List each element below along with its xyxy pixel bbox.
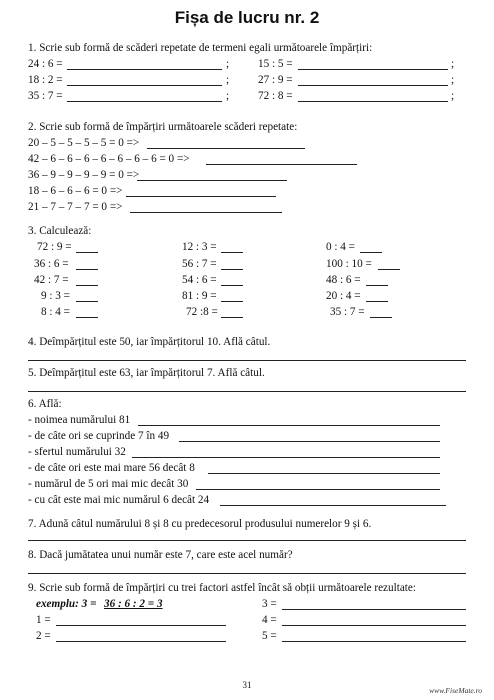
ex9-heading: 9. Scrie sub formă de împărțiri cu trei factori astfel încât să obții următoarele rezultate: (28, 582, 416, 594)
separator: ; (226, 74, 230, 86)
calc-item: 72 : 9 = (37, 241, 72, 253)
calc-item: 100 : 10 = (326, 258, 372, 270)
separator: ; (451, 90, 455, 102)
ex1-row2-left: 18 : 2 = (28, 74, 63, 86)
ex1-heading: 1. Scrie sub formă de scăderi repetate de termeni egali următoarele împărțiri: (28, 42, 373, 54)
answer-line[interactable] (132, 457, 440, 458)
answer-line[interactable] (126, 196, 276, 197)
ex2-row: 21 – 7 – 7 – 7 = 0 => (28, 201, 123, 213)
ex6-item: - cu cât este mai mic numărul 6 decât 24 (28, 494, 210, 506)
answer-line[interactable] (221, 301, 243, 302)
answer-line[interactable] (220, 505, 446, 506)
calc-item: 8 : 4 = (41, 306, 70, 318)
answer-line[interactable] (76, 301, 98, 302)
page-title: Fișa de lucru nr. 2 (174, 8, 320, 27)
ex1-row3-right: 72 : 8 = (258, 90, 293, 102)
ex6-item: - de câte ori se cuprinde 7 în 49 (28, 430, 170, 442)
calc-item: 35 : 7 = (330, 306, 365, 318)
answer-line[interactable] (76, 285, 98, 286)
answer-line[interactable] (138, 425, 440, 426)
answer-line[interactable] (221, 269, 243, 270)
ex9-example-value: 36 : 6 : 2 = 3 (104, 598, 163, 610)
ex2-row: 20 – 5 – 5 – 5 – 5 = 0 => (28, 137, 140, 149)
page-number: 31 (242, 680, 252, 690)
answer-line[interactable] (76, 252, 98, 253)
answer-line[interactable] (370, 317, 392, 318)
ex2-heading: 2. Scrie sub formă de împărțiri următoarele scăderi repetate: (28, 121, 298, 133)
answer-line[interactable] (360, 252, 382, 253)
answer-line[interactable] (28, 391, 466, 392)
answer-line[interactable] (196, 489, 440, 490)
ex1-row3-left: 35 : 7 = (28, 90, 63, 102)
ex9-left-item: 2 = (36, 630, 51, 642)
ex6-item: - numărul de 5 ori mai mic decât 30 (28, 478, 189, 490)
ex9-left-item: 1 = (36, 614, 51, 626)
calc-item: 81 : 9 = (182, 290, 217, 302)
ex9-example-label: exemplu: 3 = (36, 598, 97, 610)
answer-line[interactable] (28, 573, 466, 574)
answer-line[interactable] (298, 101, 448, 102)
answer-line[interactable] (67, 101, 222, 102)
answer-line[interactable] (76, 269, 98, 270)
ex9-right-item: 3 = (262, 598, 277, 610)
answer-line[interactable] (378, 269, 400, 270)
calc-item: 0 : 4 = (326, 241, 355, 253)
ex6-item: - sfertul numărului 32 (28, 446, 126, 458)
answer-line[interactable] (282, 625, 466, 626)
calc-item: 20 : 4 = (326, 290, 361, 302)
calc-item: 42 : 7 = (34, 274, 69, 286)
answer-line[interactable] (221, 252, 243, 253)
ex7-text: 7. Adună câtul numărului 8 și 8 cu predecesorul produsului numerelor 9 și 6. (28, 518, 372, 530)
ex1-row1-left: 24 : 6 = (28, 58, 63, 70)
answer-line[interactable] (366, 285, 388, 286)
answer-line[interactable] (56, 641, 226, 642)
answer-line[interactable] (221, 285, 243, 286)
answer-line[interactable] (208, 473, 440, 474)
ex3-heading: 3. Calculează: (28, 225, 92, 237)
calc-item: 72 :8 = (186, 306, 218, 318)
answer-line[interactable] (298, 85, 448, 86)
ex9-right-item: 5 = (262, 630, 277, 642)
calc-item: 36 : 6 = (34, 258, 69, 270)
ex1-row2-right: 27 : 9 = (258, 74, 293, 86)
ex2-row: 18 – 6 – 6 – 6 = 0 => (28, 185, 123, 197)
answer-line[interactable] (28, 540, 466, 541)
ex6-item: - de câte ori este mai mare 56 decât 8 (28, 462, 195, 474)
answer-line[interactable] (282, 609, 466, 610)
separator: ; (451, 58, 455, 70)
calc-item: 56 : 7 = (182, 258, 217, 270)
ex4-text: 4. Deîmpărțitul este 50, iar împărțitorul 10. Află câtul. (28, 336, 271, 348)
site-watermark: www.FiseMate.ro (429, 686, 482, 695)
ex1-row1-right: 15 : 5 = (258, 58, 293, 70)
separator: ; (226, 58, 230, 70)
answer-line[interactable] (179, 441, 440, 442)
ex5-text: 5. Deîmpărțitul este 63, iar împărțitorul 7. Află câtul. (28, 367, 265, 379)
answer-line[interactable] (282, 641, 466, 642)
ex6-item: - noimea numărului 81 (28, 414, 131, 426)
answer-line[interactable] (130, 212, 282, 213)
calc-item: 48 : 6 = (326, 274, 361, 286)
answer-line[interactable] (67, 69, 222, 70)
separator: ; (451, 74, 455, 86)
answer-line[interactable] (366, 301, 388, 302)
ex2-row: 42 – 6 – 6 – 6 – 6 – 6 – 6 – 6 = 0 => (28, 153, 190, 165)
calc-item: 54 : 6 = (182, 274, 217, 286)
calc-item: 9 : 3 = (41, 290, 70, 302)
answer-line[interactable] (137, 180, 287, 181)
ex6-heading: 6. Află: (28, 398, 62, 410)
answer-line[interactable] (28, 360, 466, 361)
answer-line[interactable] (206, 164, 357, 165)
answer-line[interactable] (298, 69, 448, 70)
ex8-text: 8. Dacă jumătatea unui număr este 7, care este acel număr? (28, 549, 293, 561)
answer-line[interactable] (67, 85, 222, 86)
ex9-right-item: 4 = (262, 614, 277, 626)
answer-line[interactable] (147, 148, 305, 149)
answer-line[interactable] (221, 317, 243, 318)
calc-item: 12 : 3 = (182, 241, 217, 253)
separator: ; (226, 90, 230, 102)
ex2-row: 36 – 9 – 9 – 9 – 9 = 0 => (28, 169, 140, 181)
answer-line[interactable] (76, 317, 98, 318)
answer-line[interactable] (56, 625, 226, 626)
